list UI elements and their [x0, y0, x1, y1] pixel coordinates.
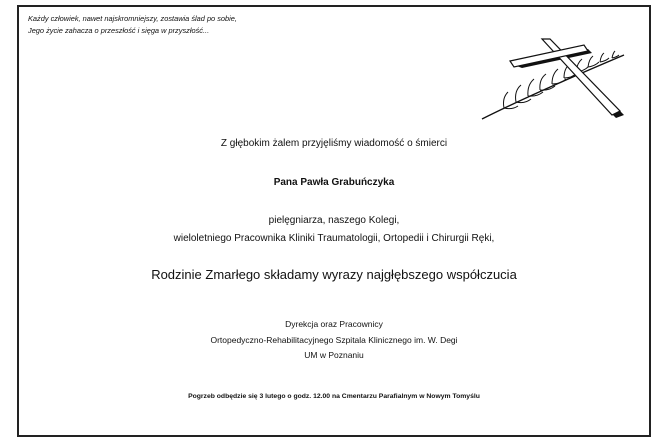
- condolence-message: Rodzinie Zmarłego składamy wyrazy najgłębszego współczucia: [151, 267, 517, 282]
- motto: [28, 13, 237, 37]
- motto-line-2: Jego życie zahacza o przeszłość i sięga w przyszłość...: [28, 26, 210, 35]
- signature-line-3: UM w Poznaniu: [304, 350, 364, 360]
- signature-line-1: Dyrekcja oraz Pracownicy: [285, 319, 383, 329]
- deceased-name: Pana Pawła Grabuńczyka: [273, 177, 395, 188]
- funeral-info: Pogrzeb odbędzie się 3 lutego o godz. 12.00 na Cmentarzu Parafialnym w Nowym Tomyślu: [188, 393, 480, 400]
- role-line-1: pielęgniarza, naszego Kolegi,: [268, 215, 400, 226]
- obituary-frame: [17, 5, 651, 437]
- signature-line-2: Ortopedyczno-Rehabilitacyjnego Szpitala Klinicznego im. W. Degi: [210, 335, 458, 345]
- motto-line-1: Każdy człowiek, nawet najskromniejszy, zostawia ślad po sobie,: [28, 14, 237, 23]
- role-line-2: wieloletniego Pracownika Kliniki Traumatologii, Ortopedii i Chirurgii Ręki,: [173, 233, 495, 244]
- announcement-intro: Z głębokim żalem przyjęliśmy wiadomość o śmierci: [220, 138, 448, 149]
- cross-with-palm-branch-icon: [474, 35, 634, 125]
